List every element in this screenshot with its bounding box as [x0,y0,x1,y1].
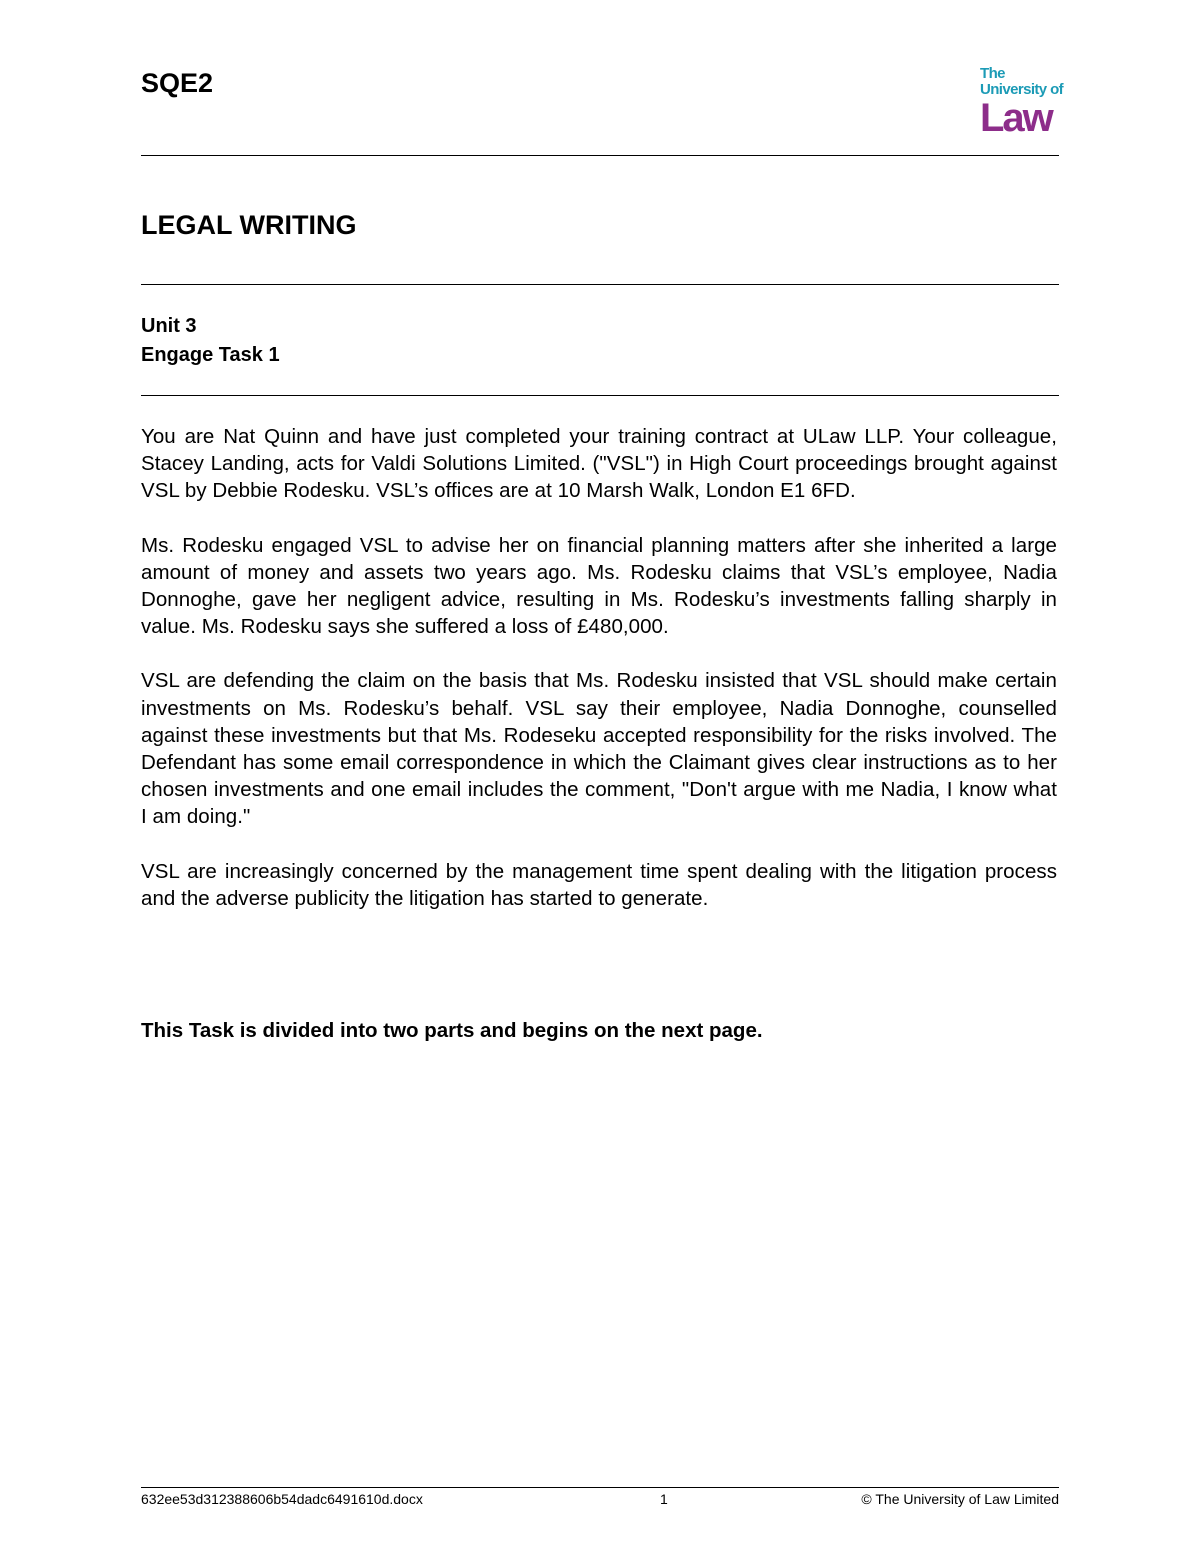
unit-label: Unit 3 [141,315,197,337]
task-scenario [141,423,1057,939]
task-note: This Task is divided into two parts and begins on the next page. [141,1019,763,1042]
scenario-paragraph: You are Nat Quinn and have just completed your training contract at ULaw LLP. Your colleague, Stacey Landing, acts for Valdi Solutions Limited. ("VSL") in High Court proceedings brought against VSL by Debbie Rodesku. VSL’s offices are at 10 Marsh Walk, London E1 6FD. [141,425,1057,503]
scenario-paragraph: Ms. Rodesku engaged VSL to advise her on financial planning matters after she inherited a large amount of money and assets two years ago. Ms. Rodesku claims that VSL’s employee, Nadia Donnoghe, gave her negligent advice, resulting in Ms. Rodesku’s investments falling sharply in value. Ms. Rodesku says she suffered a loss of £480,000. [141,533,1057,639]
logo-line-law: Law [980,96,1052,140]
footer-copyright: © The University of Law Limited [861,1491,1059,1507]
logo-line-university: University of [980,82,1064,98]
university-of-law-logo [980,66,1072,140]
task-label: Engage Task 1 [141,344,280,366]
logo-line-the: The [980,65,1005,82]
section-divider [141,284,1059,285]
header-divider [141,155,1059,156]
footer-page-number: 1 [660,1491,668,1507]
footer-divider [141,1487,1059,1488]
document-header-title: SQE2 [141,68,214,98]
scenario-paragraph: VSL are increasingly concerned by the management time spent dealing with the litigation process and the adverse publicity the litigation has started to generate. [141,859,1057,910]
unit-heading [141,312,280,370]
scenario-paragraph: VSL are defending the claim on the basis that Ms. Rodesku insisted that VSL should make certain investments on Ms. Rodesku’s behalf. VSL say their employee, Nadia Donnoghe, counselled against these investments but that Ms. Rodeseku accepted responsibility for the risks involved. The Defendant has some email correspondence in which the Claimant gives clear instructions as to her chosen investments and one email includes the comment, "Don't argue with me Nadia, I know what I am doing." [141,669,1057,829]
section-title: LEGAL WRITING [141,210,357,240]
unit-divider [141,395,1059,396]
footer-filename: 632ee53d312388606b54dadc6491610d.docx [141,1491,423,1507]
